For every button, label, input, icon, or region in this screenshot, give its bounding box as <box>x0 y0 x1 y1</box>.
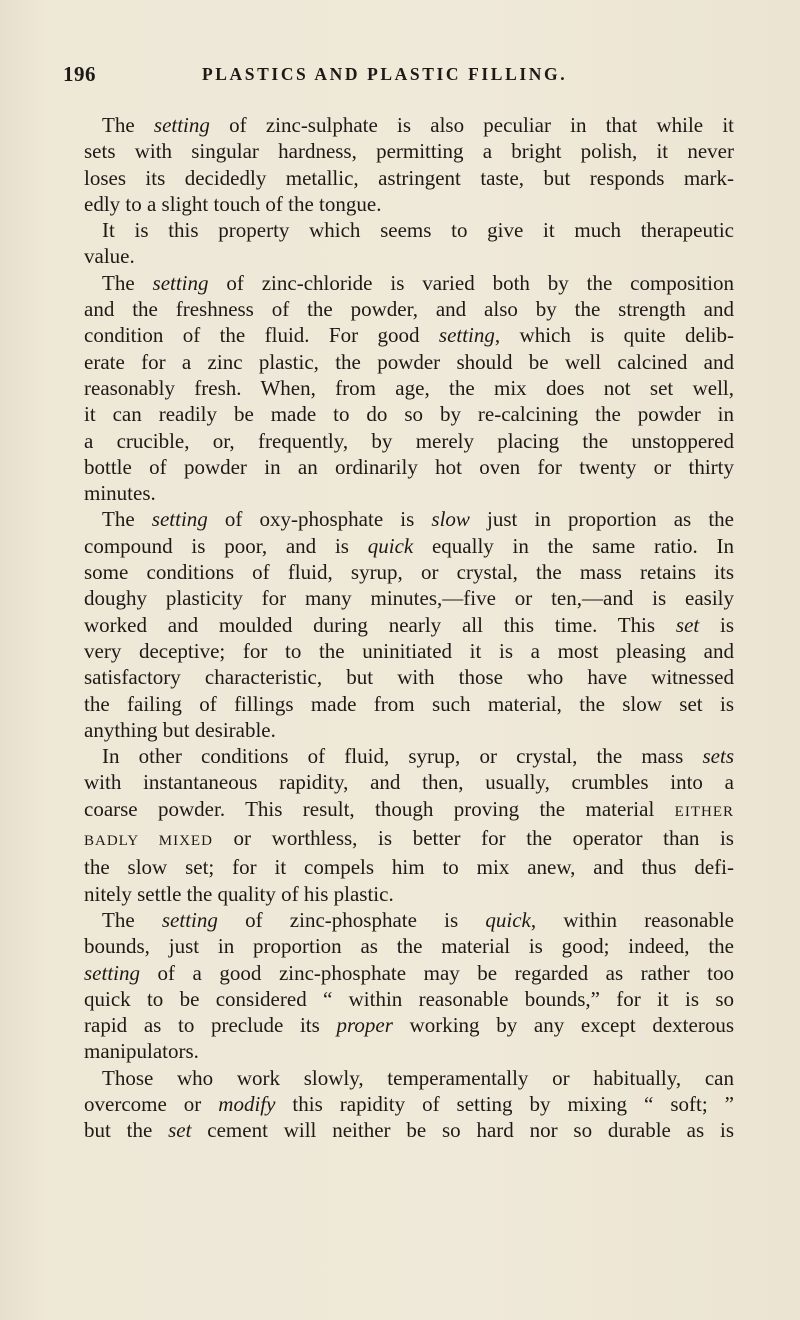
text-line: The setting of zinc-phosphate is quick, within reasonable <box>102 907 734 932</box>
paragraph <box>84 743 734 907</box>
italic-term: set <box>675 612 700 637</box>
text-line: very deceptive; for to the uninitiated it is a most pleasing and <box>84 638 734 663</box>
text-line: a crucible, or, frequently, by merely placing the unstoppered <box>84 428 734 453</box>
italic-term: setting <box>84 960 140 985</box>
text-line: Those who work slowly, temperamentally or habitually, can <box>102 1065 734 1090</box>
text-line: satisfactory characteristic, but with those who have witnessed <box>84 665 734 690</box>
paragraph <box>84 506 734 743</box>
text-line: edly to a slight touch of the tongue. <box>84 191 382 216</box>
text-line: bounds, just in proportion as the material is good; indeed, the <box>84 934 734 959</box>
text-line: reasonably fresh. When, from age, the mix does not set well, <box>84 375 734 400</box>
paragraph <box>84 112 734 217</box>
text-line: minutes. <box>84 481 156 506</box>
paragraph <box>84 217 734 270</box>
text-line: erate for a zinc plastic, the powder should be well calcined and <box>84 349 734 374</box>
italic-term: setting <box>438 323 495 348</box>
italic-term: quick <box>485 907 531 932</box>
italic-term: sets <box>702 744 734 769</box>
text-line: nitely settle the quality of his plastic. <box>84 881 394 906</box>
text-line: value. <box>84 244 135 269</box>
running-title: PLASTICS AND PLASTIC FILLING. <box>202 64 568 84</box>
paragraph <box>84 1065 734 1144</box>
text-line: The setting of oxy-phosphate is slow just in proportion as the <box>102 507 734 532</box>
italic-term: quick <box>367 533 414 558</box>
text-line: sets with singular hardness, permitting a bright polish, it never <box>84 139 734 164</box>
italic-term: modify <box>218 1091 276 1116</box>
italic-term: setting <box>161 907 218 932</box>
text-line: it can readily be made to do so by re-calcining the powder in <box>84 402 734 427</box>
text-line: anything but desirable. <box>84 717 276 742</box>
small-caps-term: BADLY MIXED <box>84 833 213 850</box>
text-line: coarse powder. This result, though proving the material EITHER <box>84 796 734 821</box>
italic-term: proper <box>336 1013 393 1038</box>
text-line: bottle of powder in an ordinarily hot oven for twenty or thirty <box>84 454 734 479</box>
italic-term: set <box>168 1118 192 1143</box>
text-line: condition of the fluid. For good setting, which is quite delib- <box>84 323 734 348</box>
small-caps-term: EITHER <box>674 803 734 820</box>
page-number: 196 <box>63 62 96 86</box>
text-line: loses its decidedly metallic, astringent taste, but responds mark- <box>84 165 734 190</box>
text-line: In other conditions of fluid, syrup, or crystal, the mass sets <box>102 744 734 769</box>
text-line: setting of a good zinc-phosphate may be regarded as rather too <box>84 960 734 985</box>
text-line: some conditions of fluid, syrup, or crystal, the mass retains its <box>84 560 734 585</box>
italic-term: setting <box>151 507 208 532</box>
text-line: and the freshness of the powder, and also by the strength and <box>84 297 734 322</box>
italic-term: slow <box>431 507 470 532</box>
text-line: It is this property which seems to give it much therapeutic <box>102 218 734 243</box>
text-line: manipulators. <box>84 1039 199 1064</box>
text-line: but the set cement will neither be so hard nor so durable as is <box>84 1118 734 1143</box>
text-line: the failing of fillings made from such material, the slow set is <box>84 691 734 716</box>
paragraph <box>84 270 734 507</box>
body-text <box>84 112 734 1144</box>
text-line: compound is poor, and is quick equally in the same ratio. In <box>84 533 734 558</box>
italic-term: setting <box>153 113 210 137</box>
text-line: overcome or modify this rapidity of setting by mixing “ soft; ” <box>84 1091 734 1116</box>
text-line: worked and moulded during nearly all this time. This set is <box>84 612 734 637</box>
text-line: rapid as to preclude its proper working by any except dexterous <box>84 1013 734 1038</box>
text-line: quick to be considered “ within reasonable bounds,” for it is so <box>84 986 734 1011</box>
text-line: doughy plasticity for many minutes,—five or ten,—and is easily <box>84 586 734 611</box>
text-line: the slow set; for it compels him to mix anew, and thus defi- <box>84 855 734 880</box>
paragraph <box>84 907 734 1065</box>
running-head <box>63 62 743 92</box>
italic-term: setting <box>152 270 209 295</box>
text-line: with instantaneous rapidity, and then, usually, crumbles into a <box>84 770 734 795</box>
text-line: The setting of zinc-chloride is varied both by the composition <box>102 270 734 295</box>
text-line: The setting of zinc-sulphate is also peculiar in that while it <box>102 113 734 137</box>
text-line: BADLY MIXED or worthless, is better for the operator than is <box>84 826 734 851</box>
